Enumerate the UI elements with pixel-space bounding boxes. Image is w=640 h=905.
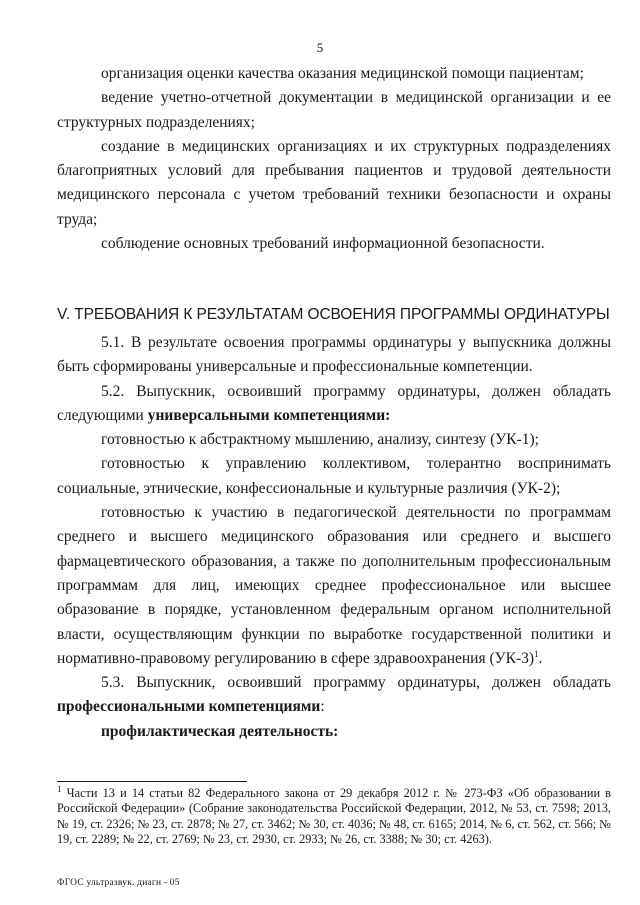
competency-uk-1: готовностью к абстрактному мышлению, анализу, синтезу (УК-1); bbox=[101, 431, 539, 449]
section-continuation bbox=[57, 62, 611, 256]
footnote-divider bbox=[57, 781, 247, 782]
universal-competencies-term: универсальными компетенциями: bbox=[147, 406, 391, 424]
footnote-reference: 1 bbox=[534, 648, 539, 659]
paragraph-5-2 bbox=[57, 380, 611, 429]
subheading-prophylactic bbox=[57, 720, 611, 744]
subheading-prophylactic-text: профилактическая деятельность: bbox=[101, 722, 339, 740]
page-number: 5 bbox=[316, 40, 324, 55]
footnote-text: Части 13 и 14 статьи 82 Федерального закона от 29 декабря 2012 г. № 273-ФЗ «Об образовании в Российской Федерации» (Собрание законодательства Российской Федерации, 2012, № 53, ст. 7598; 2013, № 19, ст. 2326; № 23, ст. 2878; № 27, ст. 3462; № 30, ст. 4036; № 48, ст. 6165; 2014, № 6, ст. 562, ст. 566; № 19, ст. 2289; № 22, ст. 2769; № 23, ст. 2930, ст. 2933; № 26, ст. 3388; № 30; ст. 4263). bbox=[57, 786, 611, 847]
competency-uk-3-text: готовностью к участию в педагогической деятельности по программам среднего и высшего медицинского образования или среднего и высшего фармацевтического образования, а также по дополнительным профессиональным программам для лиц, имеющих среднее профессиональное или высшее образование в порядке, установленном федеральным органом исполнительной власти, осуществляющим функции по выработке государственной политики и нормативно-правовому регулированию в сфере здравоохранения (УК-3) bbox=[57, 504, 611, 667]
footnote bbox=[57, 783, 611, 848]
paragraph-5-3-text: 5.3. Выпускник, освоивший программу ординатуры, должен обладать bbox=[101, 674, 611, 692]
paragraph-5-3 bbox=[57, 671, 611, 720]
competency-uk-3-end: . bbox=[538, 649, 543, 667]
competency-uk-2: готовностью к управлению коллективом, толерантно воспринимать социальные, этнические, конфессиональные и культурные различия (УК-2); bbox=[57, 455, 611, 497]
paragraph: организация оценки качества оказания медицинской помощи пациентам; bbox=[101, 65, 584, 82]
paragraph-5-3-end: : bbox=[320, 698, 325, 716]
paragraph-5-1: 5.1. В результате освоения программы ординатуры у выпускника должны быть сформированы универсальные и профессиональные компетенции. bbox=[57, 334, 611, 376]
section-v-body bbox=[57, 331, 611, 744]
paragraph: ведение учетно-отчетной документации в медицинской организации и ее структурных подразделениях; bbox=[57, 89, 611, 131]
competency-uk-3 bbox=[57, 501, 611, 671]
paragraph: соблюдение основных требований информационной безопасности. bbox=[101, 235, 545, 253]
paragraph: создание в медицинских организациях и их структурных подразделениях благоприятных условий для пребывания пациентов и трудовой деятельности медицинского персонала с учетом требований техники безопасности и охраны труда; bbox=[57, 137, 611, 228]
paragraph-5-2-text: 5.2. Выпускник, освоивший программу ординатуры, должен обладать следующими bbox=[57, 382, 611, 424]
section-heading: V. ТРЕБОВАНИЯ К РЕЗУЛЬТАТАМ ОСВОЕНИЯ ПРОГРАММЫ ОРДИНАТУРЫ bbox=[57, 306, 610, 323]
page-footer: ФГОС ультразвук. диагн - 05 bbox=[57, 878, 180, 888]
professional-competencies-term: профессиональными компетенциями bbox=[57, 698, 321, 716]
footnote-marker: 1 bbox=[57, 783, 62, 794]
